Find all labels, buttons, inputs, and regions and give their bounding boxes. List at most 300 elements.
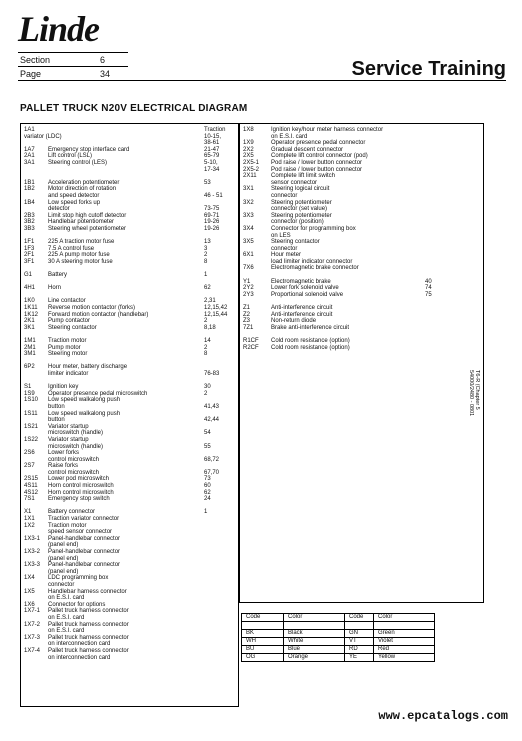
component-description: Traction motor [48, 522, 87, 529]
page-label: Page [20, 69, 42, 79]
component-description: limiter indicator [48, 370, 89, 377]
legend-row [24, 193, 236, 200]
component-description: Lower pod microswitch [48, 476, 110, 483]
color-header-cell: Color [284, 614, 345, 622]
legend-row [24, 312, 236, 319]
legend-row [24, 556, 236, 563]
legend-row [24, 569, 236, 576]
diagram-reference: 21-47 [204, 146, 220, 153]
component-description: button [48, 417, 65, 424]
component-description: Hour meter, battery discharge [48, 364, 128, 371]
color-name: Violet [374, 638, 435, 646]
diagram-reference: Traction [204, 127, 226, 133]
header-divider-top [18, 52, 128, 53]
legend-row [243, 140, 481, 147]
legend-row [24, 345, 236, 352]
component-code: 1B2 [24, 186, 35, 193]
component-description: 7.5 A control fuse [48, 245, 95, 252]
legend-row [243, 200, 481, 207]
component-description: control microswitch [48, 469, 100, 476]
component-code: 6X1 [243, 252, 254, 259]
diagram-reference: 12,15,42 [204, 305, 228, 312]
component-code: G1 [24, 272, 33, 279]
component-description: Traction variator connector [48, 516, 120, 523]
component-code: 1X5 [24, 588, 35, 595]
component-description: Low speed walkalong push [48, 397, 121, 404]
component-code: 1X1 [24, 516, 35, 523]
right-legend-box [239, 123, 484, 603]
legend-row [24, 325, 236, 332]
legend-row [24, 252, 236, 259]
component-description: detector [48, 206, 70, 213]
legend-row [24, 173, 236, 180]
color-name: Orange [284, 654, 345, 662]
diagram-reference: 1 [204, 272, 208, 279]
component-description: Panel-handlebar connector [48, 535, 121, 542]
legend-row [24, 411, 236, 418]
legend-row [24, 239, 236, 246]
component-code: 2X2 [243, 146, 254, 153]
diagram-reference: 17-34 [204, 166, 220, 173]
diagram-reference: 73-75 [204, 206, 220, 213]
legend-row [24, 246, 236, 253]
component-code: 4S12 [24, 489, 39, 496]
component-description: Operator presence pedal connector [271, 140, 366, 147]
diagram-reference: 2 [204, 344, 208, 351]
legend-row [24, 265, 236, 272]
component-description: connector [271, 192, 298, 199]
component-code: 1X6 [24, 601, 35, 608]
component-code: 2K1 [24, 318, 35, 325]
component-description: Steering wheel potentiometer [48, 225, 127, 232]
legend-row [24, 509, 236, 516]
legend-row [24, 272, 236, 279]
component-description: Steering potentiometer [271, 199, 332, 206]
legend-row [24, 450, 236, 457]
color-name: Green [374, 630, 435, 638]
component-description: load limiter indicator connector [271, 258, 353, 265]
component-description: Pallet truck harness connector [48, 621, 129, 628]
legend-row [24, 476, 236, 483]
component-code: 1K0 [24, 298, 35, 305]
component-code: R1CF [243, 338, 259, 344]
component-code: 3X3 [243, 212, 254, 219]
diagram-reference: 10-15, [204, 133, 222, 140]
component-code: 7Z1 [243, 324, 254, 331]
left-legend-box [20, 123, 239, 707]
legend-row [243, 153, 481, 160]
legend-row [24, 575, 236, 582]
component-description: Brake anti-interference circuit [271, 324, 350, 331]
component-description: Pod raise / lower button connector [271, 166, 363, 173]
component-code: 2M1 [24, 344, 36, 351]
component-description: Low speed walkalong push [48, 410, 121, 417]
legend-row [24, 391, 236, 398]
color-name: Yellow [374, 654, 435, 662]
diagram-reference: 24 [204, 496, 211, 503]
diagram-reference: 8 [204, 258, 208, 265]
color-table-row [242, 638, 435, 646]
component-code: 7S1 [24, 496, 35, 503]
legend-row [24, 562, 236, 569]
component-code: 1S22 [24, 436, 39, 443]
component-description: Forward motion contactor (handlebar) [48, 311, 149, 318]
color-code: BU [242, 646, 284, 654]
diagram-reference: 53 [204, 179, 211, 186]
legend-row [24, 582, 236, 589]
diagram-reference: 5-10, [204, 159, 218, 166]
diagram-reference: 42,44 [204, 417, 220, 424]
legend-row [243, 318, 481, 325]
component-description: Steering contactor [48, 324, 97, 331]
component-code: 1X7-4 [24, 647, 41, 654]
legend-row [24, 496, 236, 503]
component-description: connector (set value) [271, 206, 328, 213]
legend-row [243, 167, 481, 174]
diagram-reference: 75 [425, 291, 432, 298]
diagram-reference: 74 [425, 285, 432, 292]
component-code: 2S6 [24, 450, 35, 457]
component-code: 2Y2 [243, 285, 254, 292]
component-description: Pod raise / lower button connector [271, 159, 363, 166]
legend-row [24, 206, 236, 213]
component-code: 1S11 [24, 410, 38, 417]
color-code: VT [345, 638, 374, 646]
legend-row [243, 259, 481, 266]
diagram-reference: 69-71 [204, 212, 220, 219]
component-code: 3X5 [243, 239, 254, 246]
component-description: Steering control (LES) [48, 159, 108, 166]
legend-row [243, 127, 481, 134]
page-row [20, 69, 130, 80]
legend-row [243, 305, 481, 312]
component-description: (panel end) [48, 542, 79, 549]
diagram-reference: 38-61 [204, 140, 220, 147]
component-description: Horn control microswitch [48, 483, 114, 490]
component-code: 1S10 [24, 397, 39, 404]
legend-row [24, 226, 236, 233]
component-code: 1S21 [24, 423, 39, 430]
component-code: 1X7-1 [24, 608, 41, 615]
legend-row [24, 490, 236, 497]
diagram-reference: 65-79 [204, 153, 220, 160]
component-code: 1X3-1 [24, 535, 41, 542]
component-description: Steering contactor [271, 239, 320, 246]
diagram-reference: 19-26 [204, 219, 220, 226]
component-description: Emergency stop switch [48, 496, 110, 503]
legend-row [24, 160, 236, 167]
component-description: Pallet truck harness connector [48, 634, 129, 641]
component-description: Anti-interference circuit [271, 311, 333, 318]
component-code: 2X5 [243, 153, 254, 160]
component-code: 2X11 [243, 173, 257, 180]
component-description: Panel-handlebar connector [48, 562, 121, 569]
component-code: 7X6 [243, 265, 254, 272]
section-value: 6 [100, 55, 106, 65]
legend-row [243, 147, 481, 154]
legend-row [243, 325, 481, 332]
component-code: 1X3-2 [24, 549, 41, 555]
component-description: Handlebar harness connector [48, 588, 127, 595]
component-code: 1X9 [243, 140, 254, 147]
component-description: Electromagnetic brake [271, 278, 331, 285]
header-rule [18, 80, 506, 81]
component-description: Proportional solenoid valve [271, 291, 344, 298]
legend-row [24, 180, 236, 187]
legend-row [24, 457, 236, 464]
legend-row [24, 529, 236, 536]
component-description: Lower forks [48, 450, 80, 457]
section-row [20, 55, 130, 66]
component-description: Battery connector [48, 509, 96, 516]
legend-row [24, 378, 236, 385]
diagram-reference: 2 [204, 390, 208, 397]
diagram-reference: 46 - 51 [204, 192, 223, 199]
diagram-reference: 14 [204, 338, 211, 344]
color-table-row [242, 654, 435, 662]
component-code: 3X4 [243, 225, 254, 232]
service-training-title: Service Training [351, 58, 506, 80]
component-code: 4H1 [24, 285, 36, 292]
component-code: 1X7-2 [24, 621, 41, 628]
legend-row [243, 246, 481, 253]
legend-row [24, 602, 236, 609]
component-code: X1 [24, 509, 32, 516]
diagram-reference: 3 [204, 245, 208, 252]
component-description: sensor connector [271, 179, 318, 186]
component-code: 1M1 [24, 338, 36, 344]
legend-row [24, 595, 236, 602]
component-description: Complete lift control connector (pod) [271, 153, 368, 160]
legend-row [243, 272, 481, 279]
component-code: 2X5-1 [243, 159, 260, 166]
component-description: 30 A steering motor fuse [48, 258, 113, 265]
diagram-reference: 8 [204, 351, 208, 358]
component-description: Horn [48, 285, 62, 292]
diagram-reference: 1 [204, 509, 208, 516]
component-code: Z1 [243, 305, 251, 312]
component-code: 2S7 [24, 463, 35, 470]
legend-row [243, 173, 481, 180]
component-description: connector [48, 581, 75, 588]
legend-row [24, 147, 236, 154]
legend-row [24, 635, 236, 642]
component-code: 1A1 [24, 127, 35, 133]
diagram-reference: 62 [204, 489, 211, 496]
component-description: 225 A traction motor fuse [48, 239, 115, 246]
component-code: 2X5-2 [243, 166, 260, 173]
diagram-reference: 54 [204, 430, 211, 437]
component-code: 3X2 [243, 199, 254, 206]
legend-row [243, 219, 481, 226]
component-description: on E.S.I. card [271, 133, 308, 140]
color-table-spacer [242, 622, 435, 630]
component-description: Panel-handlebar connector [48, 549, 121, 555]
component-description: on E.S.I. card [48, 595, 85, 602]
diagram-reference: 55 [204, 443, 211, 450]
diagram-reference: 2,31 [204, 298, 216, 305]
legend-row [24, 655, 236, 662]
footer-url[interactable]: www.epcatalogs.com [378, 709, 508, 723]
legend-row [24, 358, 236, 365]
diagram-reference: 2 [204, 318, 208, 325]
legend-row [24, 285, 236, 292]
component-description: Variator startup [48, 423, 89, 430]
component-description: Raise forks [48, 463, 79, 470]
legend-row [24, 305, 236, 312]
legend-row [243, 279, 481, 286]
legend-row [24, 542, 236, 549]
component-description: Battery [48, 272, 68, 279]
component-code: 1F3 [24, 245, 35, 252]
component-description: Steering logical circuit [271, 186, 330, 193]
legend-row [24, 371, 236, 378]
component-code: 3B2 [24, 219, 35, 226]
component-code: S1 [24, 384, 32, 391]
component-description: on E.S.I. card [48, 614, 85, 621]
legend-row [24, 200, 236, 207]
legend-row [24, 384, 236, 391]
legend-row [24, 292, 236, 299]
legend-row [243, 265, 481, 272]
legend-row [24, 648, 236, 655]
legend-row [24, 167, 236, 174]
component-description: Steering potentiometer [271, 212, 332, 219]
left-legend-rows [24, 127, 236, 661]
legend-row [24, 331, 236, 338]
legend-row [24, 549, 236, 556]
component-description: Hour meter [271, 252, 302, 259]
legend-row [243, 233, 481, 240]
component-description: Complete lift limit switch [271, 173, 336, 180]
component-code: R2CF [243, 344, 259, 351]
legend-row [24, 364, 236, 371]
diagram-reference: 76-83 [204, 370, 220, 377]
component-code: 1K12 [24, 311, 39, 318]
legend-row [24, 404, 236, 411]
component-code: 3X1 [243, 186, 254, 193]
color-code: BK [242, 630, 284, 638]
component-description: speed sensor connector [48, 529, 113, 536]
legend-row [24, 338, 236, 345]
component-description: Connector for options [48, 601, 106, 608]
diagram-reference: 19-26 [204, 225, 220, 232]
component-code: 2F1 [24, 252, 35, 259]
legend-row [243, 193, 481, 200]
legend-row [24, 437, 236, 444]
color-table-row [242, 630, 435, 638]
color-name: White [284, 638, 345, 646]
component-code: 1X7-3 [24, 634, 41, 641]
diagram-reference: 73 [204, 476, 211, 483]
legend-row [243, 298, 481, 305]
component-description: Low speed forks up [48, 199, 101, 206]
component-description: Anti-interference circuit [271, 305, 333, 312]
legend-row [24, 641, 236, 648]
component-description: button [48, 403, 65, 410]
component-code: 4S11 [24, 483, 38, 490]
color-name: Black [284, 630, 345, 638]
color-name: Red [374, 646, 435, 654]
component-code: 2B3 [24, 212, 35, 219]
diagram-reference: 62 [204, 285, 211, 292]
component-description: Gradual descent connector [271, 146, 344, 153]
header-divider-middle [18, 66, 128, 67]
component-description: on interconnection card [48, 641, 111, 648]
component-description: Electromagnetic brake connector [271, 265, 359, 272]
legend-row [243, 213, 481, 220]
legend-row [243, 186, 481, 193]
legend-row [24, 153, 236, 160]
legend-row [24, 219, 236, 226]
component-code: 2S15 [24, 476, 39, 483]
diagram-reference: 68,72 [204, 456, 220, 463]
component-code: 3F1 [24, 258, 35, 265]
component-description: Ignition key/hour meter harness connector [271, 127, 384, 133]
diagram-reference: 30 [204, 384, 211, 391]
legend-row [243, 292, 481, 299]
component-description: Steering motor [48, 351, 88, 358]
component-description: Non-return diode [271, 318, 317, 325]
color-header-cell: Code [345, 614, 374, 622]
legend-row [243, 239, 481, 246]
legend-row [24, 444, 236, 451]
legend-row [24, 213, 236, 220]
component-code: 6P2 [24, 364, 35, 371]
component-code: variator (LDC) [24, 133, 62, 140]
side-reference-note [468, 370, 480, 416]
component-description: Acceleration potentiometer [48, 179, 120, 186]
legend-row [243, 312, 481, 319]
component-description: Lower fork solenoid valve [271, 285, 339, 292]
legend-row [24, 470, 236, 477]
component-code: 1X2 [24, 522, 35, 529]
diagram-reference: 40 [425, 278, 432, 285]
diagram-reference: 41,43 [204, 403, 220, 410]
color-code-table [241, 613, 435, 662]
legend-row [24, 233, 236, 240]
component-description: (panel end) [48, 555, 79, 562]
component-description: on E.S.I. card [48, 628, 85, 635]
component-description: Traction motor [48, 338, 87, 344]
document-title: PALLET TRUCK N20V ELECTRICAL DIAGRAM [20, 103, 248, 114]
component-code: 1B4 [24, 199, 35, 206]
color-table-header [242, 614, 435, 622]
legend-row [24, 503, 236, 510]
diagram-reference: 12,15,44 [204, 311, 228, 318]
legend-row [24, 127, 236, 134]
legend-row [24, 140, 236, 147]
color-table-row [242, 646, 435, 654]
legend-row [24, 417, 236, 424]
legend-row [243, 160, 481, 167]
component-description: Handlebar potentiometer [48, 219, 115, 226]
legend-row [24, 259, 236, 266]
legend-row [24, 318, 236, 325]
component-description: LDC programming box [48, 575, 109, 582]
component-description: microswitch (handle) [48, 430, 104, 437]
component-code: Z3 [243, 318, 251, 325]
component-description: Reverse motion contactor (forks) [48, 305, 136, 312]
component-code: 1B1 [24, 179, 35, 186]
legend-row [24, 615, 236, 622]
color-code: WH [242, 638, 284, 646]
side-note-line: T6-R (Chapter 5 [474, 370, 480, 410]
component-code: 1F1 [24, 239, 35, 246]
component-description: Connector for programming box [271, 225, 356, 232]
component-code: 2A1 [24, 153, 35, 160]
legend-row [24, 523, 236, 530]
